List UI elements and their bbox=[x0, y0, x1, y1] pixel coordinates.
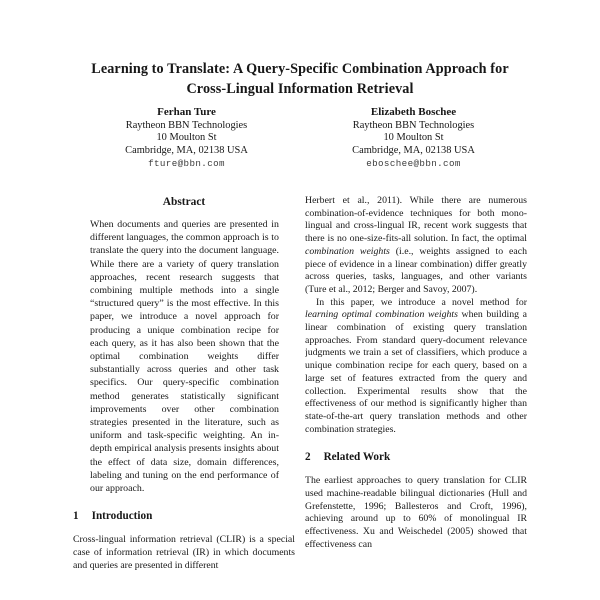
right-column-paragraph-2 bbox=[305, 297, 527, 437]
author-2-city: Cambridge, MA, 02138 USA bbox=[352, 144, 475, 156]
author-2-street: 10 Moulton St bbox=[383, 132, 444, 144]
paragraph-1-text-continued: (i.e., weights assigned to each piece of evidence in a linear combination) differ greatly across queries, tasks, languages, and other variants (Ture et al., 2012; Berger and Savoy, 2007). bbox=[305, 245, 527, 295]
related-work-paragraph: The earliest approaches to query translation for CLIR used machine-readable bilingual dictionaries (Hull and Grefenstette, 1996; Ballesteros and Croft, 1996), achieving around up to 60% of monolingual IR effectiveness. Xu and Weischedel (2005) showed that effectiveness can bbox=[305, 475, 527, 550]
abstract-heading: Abstract bbox=[162, 196, 206, 208]
section-1-number: 1 bbox=[73, 510, 79, 523]
paragraph-2-text: In this paper, we introduce a novel method for bbox=[316, 296, 527, 308]
paragraph-1-text: Herbert et al., 2011). While there are numerous combination-of-evidence techniques for both mono-lingual and cross-lingual IR, recent work suggests that there is no one-size-fits-all solution. In fact, the optimal bbox=[305, 195, 527, 245]
section-heading-introduction bbox=[73, 510, 295, 523]
abstract-body: When documents and queries are presented in different languages, the common approach is to translate the query into the document language. While there are a variety of query translation approaches, recent research suggests that combining multiple methods into a single “structured query” is the most effective. In this paper, we introduce a novel approach for producing a unique combination recipe for each query, as it has also been shown that the optimal combination weights differ substantially across queries and other task specifics. Our query-specific combination method generates statistically significant improvements over other combination strategies presented in the literature, such as uniform and task-specific weighting. An in-depth empirical analysis presents insights about the effect of data size, domain differences, labeling and tuning on the end performance of our approach. bbox=[90, 219, 279, 495]
left-column bbox=[73, 195, 295, 600]
section-2-title: Related Work bbox=[323, 451, 391, 464]
author-block-1 bbox=[73, 106, 300, 171]
author-1-email: fture@bbn.com bbox=[148, 158, 225, 170]
section-1-title: Introduction bbox=[91, 510, 153, 523]
section-2-number: 2 bbox=[305, 451, 311, 464]
author-block-2 bbox=[300, 106, 527, 171]
paper-title-line-1: Learning to Translate: A Query-Specific Combination Approach for bbox=[91, 61, 509, 77]
right-column-paragraph-1 bbox=[305, 195, 527, 297]
paragraph-1-italic-phrase: combination weights bbox=[305, 245, 390, 257]
author-1-affiliation: Raytheon BBN Technologies bbox=[125, 119, 248, 131]
right-column bbox=[305, 195, 527, 600]
paragraph-2-text-continued: when building a linear combination of existing query translation approaches. From standard query-document relevance judgments we train a set of classifiers, which produce a unique combination recipe for each query, based on a large set of features extracted from the query and collection. Experimental results show that the effectiveness of our method is significantly higher than state-of-the-art query translation methods and other combination strategies. bbox=[305, 309, 527, 435]
author-1-name: Ferhan Ture bbox=[157, 106, 216, 118]
author-1-street: 10 Moulton St bbox=[156, 132, 217, 144]
section-heading-related-work bbox=[305, 451, 527, 464]
author-2-email: eboschee@bbn.com bbox=[366, 158, 461, 170]
paragraph-2-italic-phrase: learning optimal combination weights bbox=[305, 309, 458, 321]
paper-title-line-2: Cross-Lingual Information Retrieval bbox=[186, 80, 414, 97]
paper-title bbox=[50, 60, 550, 99]
author-1-city: Cambridge, MA, 02138 USA bbox=[125, 144, 248, 156]
author-blocks bbox=[73, 106, 527, 171]
author-2-affiliation: Raytheon BBN Technologies bbox=[352, 119, 475, 131]
introduction-paragraph: Cross-lingual information retrieval (CLIR) is a special case of information retrieval (IR) in which documents and queries are presented in different bbox=[73, 534, 295, 571]
author-2-name: Elizabeth Boschee bbox=[370, 106, 457, 118]
